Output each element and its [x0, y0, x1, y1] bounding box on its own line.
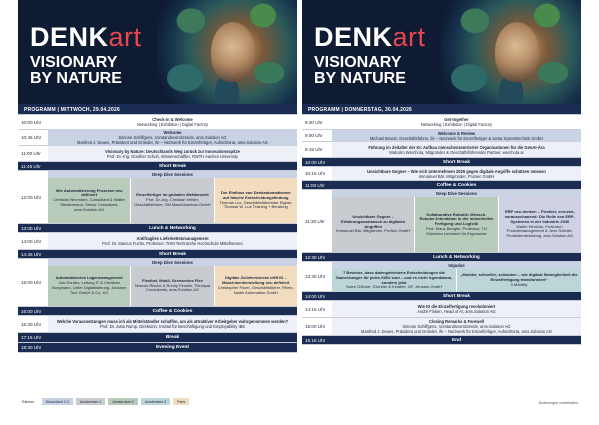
- break-label: Coffee & Cookies: [152, 308, 193, 314]
- agenda-speaker: Simone Schiffgens, Vorstandsvorsitzende, ams.Solution AG: [118, 135, 227, 140]
- row-body: [48, 250, 297, 258]
- hero-banner: [18, 0, 297, 104]
- session-speaker: Marcus Rische & Ronny Finnein, Principal Consultants, ams.Solution AG: [135, 282, 210, 293]
- session-title: ERP neu denken – Flexibel, vernetzt, vorausschauend: Die Rolle von ERP-Systemen in der Industrie 2030: [504, 209, 575, 224]
- time-slot: 12:30 Uhr: [302, 253, 332, 261]
- row-body: [332, 301, 581, 317]
- schedule-row: [18, 146, 297, 162]
- session-speaker: Christopher Pavel, Geschäftsführer, Rhein-Nadel Automation GmbH: [217, 285, 294, 295]
- schedule-table: [18, 114, 297, 353]
- program-page-day2: [302, 0, 581, 425]
- session-speaker: Christian Neumann, Consultant & Walter Steidermann, Senior Consultant, ams.Solution AG: [53, 197, 126, 212]
- time-slot: 11:30 Uhr: [305, 218, 325, 224]
- legend-item: Amsterdam 2: [108, 398, 137, 405]
- agenda-item: [48, 115, 297, 129]
- agenda-title: Welcome & Review: [437, 130, 476, 136]
- session-cell: [130, 178, 213, 223]
- session-speaker: Thomas Lux, Geschäftsführender Eigner, Thomas W. Lux Training + Beratung: [219, 199, 293, 210]
- agenda-title: Closing Remarks & Farewell: [428, 319, 485, 324]
- legend: [18, 398, 189, 405]
- time-slot: 14:00 Uhr: [302, 292, 332, 300]
- schedule-row: [302, 167, 581, 181]
- row-body: [48, 171, 297, 223]
- row-body: [332, 115, 581, 129]
- schedule-row: [18, 307, 297, 316]
- time-slot: 15:15 Uhr: [302, 336, 332, 344]
- schedule-row: [302, 190, 581, 253]
- schedule-row: [302, 253, 581, 262]
- row-body: [332, 158, 581, 166]
- row-body: [48, 333, 297, 342]
- agenda-item: [332, 318, 581, 335]
- agenda-item: [48, 129, 297, 146]
- sessions-header: Impulse: [332, 262, 581, 269]
- row-body: [332, 181, 581, 189]
- sessions-header: Deep Dive Sessions: [48, 259, 297, 266]
- agenda-item: [332, 301, 581, 317]
- sessions-header: Deep Dive Sessions: [48, 171, 297, 178]
- time-slot: 8:30 Uhr: [305, 119, 323, 125]
- schedule-row: [302, 181, 581, 190]
- schedule-row: [18, 171, 297, 224]
- time-slot: 10:00 Uhr: [21, 119, 42, 125]
- session-cell: [48, 266, 130, 306]
- schedule-row: [18, 259, 297, 307]
- session-cell: [414, 197, 497, 252]
- disclaimer: Änderungen vorbehalten.: [538, 401, 579, 405]
- session-cell: [214, 266, 297, 306]
- session-title: Einzelfertiger im globalen Wettbewerb: [136, 192, 209, 198]
- agenda-title: Führung im Zeitalter der KI: Aufbau menschenzentrierter Organisationen für die GenAI-Ära: [368, 144, 545, 150]
- schedule-row: [302, 142, 581, 158]
- logo: DENKart: [30, 22, 142, 52]
- legend-item: Räume:: [18, 398, 39, 405]
- session-cell: [456, 269, 581, 292]
- agenda-title: Wie KI die Einzelfertigung revolutioniert: [417, 304, 496, 309]
- time-slot: 15:00 Uhr: [21, 280, 42, 285]
- row-body: [332, 318, 581, 335]
- row-body: [332, 142, 581, 157]
- row-body: [48, 259, 297, 306]
- time-slot: 9:00 Uhr: [305, 133, 323, 138]
- row-body: [48, 146, 297, 161]
- session-title: Flexibel, Mobil, Grenzenlos Flex: [142, 277, 203, 283]
- schedule-row: [18, 250, 297, 259]
- agenda-title: Welcome: [163, 130, 182, 135]
- session-cell: [498, 197, 581, 252]
- tagline: VISIONARY BY NATURE: [314, 54, 406, 87]
- agenda-title: Antifragiles Lieferkettenmanagement: [136, 236, 209, 241]
- time-slot: 16:30 Uhr: [21, 321, 42, 327]
- time-slot: 14:45 Uhr: [18, 250, 48, 258]
- session-speaker: Swen Gößner, Gründer & Inhaber, GF, Jensaru GmbH: [345, 284, 443, 290]
- row-body: [48, 130, 297, 145]
- break-label: Evening Event: [155, 345, 190, 350]
- schedule-row: [18, 162, 297, 171]
- row-body: [332, 190, 581, 252]
- schedule-row: [18, 333, 297, 343]
- agenda-speaker: Immanuel Bär, Mitgründer, ProSec GmbH: [418, 173, 495, 179]
- agenda-speaker: Michael Broetz, Geschäftsführer, ife – Netzwerk für Einzelfertiger & sema Systemtechnik GmbH: [369, 135, 544, 141]
- session-cell: [332, 269, 456, 292]
- time-slot: 9:15 Uhr: [305, 147, 323, 152]
- schedule-row: [18, 130, 297, 146]
- session-title: „Mobiler, schneller, schlanker – wie digitale Beweglichkeit die Einzelfertigung transformiert“: [460, 272, 578, 283]
- session-cell: [48, 178, 130, 223]
- break-label: Short Break: [442, 159, 471, 165]
- sessions-header: Deep Dive Sessions: [332, 190, 581, 197]
- agenda-title: Get-together: [444, 117, 469, 122]
- hero-face: [495, 22, 539, 82]
- row-body: [332, 336, 581, 344]
- row-body: [332, 292, 581, 300]
- program-title: PROGRAMM | MITTWOCH, 29.04.2026: [18, 104, 297, 114]
- session-title: Der Einfluss von Denkautomatismen auf falsche Entscheidungsfindung: [221, 189, 291, 200]
- time-slot: 11:00 Uhr: [21, 151, 41, 156]
- session-speaker: Immanuel Bär, Mitgründer, ProSec GmbH: [336, 228, 411, 234]
- agenda-speaker: Prof. Dr.-Ing. Günther Schuh, Wissenschaftler, RWTH Aachen University: [106, 153, 239, 159]
- session-title: Automatisiertes Lagermanagement: [55, 275, 123, 281]
- time-slot: 12:00 Uhr: [21, 194, 42, 200]
- row-body: [48, 162, 297, 170]
- session-speaker: Martin Hinrichs, Prokurist / Produktmanagement & Jens Schulte, Produktentwicklung, ams.Solution AG: [506, 223, 574, 239]
- schedule-row: [302, 301, 581, 318]
- session-columns: [48, 266, 297, 306]
- schedule-row: [302, 292, 581, 301]
- schedule-row: [302, 262, 581, 292]
- time-slot: 13:00 Uhr: [18, 224, 48, 232]
- agenda-item: [48, 146, 297, 161]
- time-slot: 15:00 Uhr: [305, 324, 326, 329]
- schedule-row: [302, 130, 581, 142]
- session-columns: [332, 269, 581, 292]
- legend-item: Amsterdam 1: [76, 398, 105, 405]
- row-body: [48, 233, 297, 249]
- legend-item: Düsseldorf 2-3: [42, 398, 73, 405]
- schedule-row: [302, 158, 581, 167]
- agenda-title: Unsichtbare Gegner – Wie sich Unternehmen 2026 gegen digitale Angriffe schützen müssen: [367, 168, 546, 174]
- time-slot: 10:15 Uhr: [305, 171, 326, 176]
- hero-face: [211, 22, 255, 82]
- break-label: End: [451, 337, 462, 343]
- agenda-speaker: Prof. Dr. Jutta Rump, Direktorin, Institut für Beschäftigung und Employability IBE: [99, 324, 246, 329]
- schedule-row: [302, 336, 581, 345]
- session-speaker: Prof. Klaus Bengler, Professor, TU München Lehrstuhl für Ergonomie: [426, 225, 487, 236]
- time-slot: 14:15 Uhr: [305, 306, 326, 312]
- row-body: [332, 167, 581, 180]
- agenda-speaker: Prof. Dr. Marcus Fuchs, Professor, THM Technische Hochschule Mittelhessen: [102, 241, 243, 246]
- schedule-row: [18, 224, 297, 233]
- program-page-day1: [18, 0, 297, 425]
- row-body: [48, 316, 297, 332]
- agenda-title: Visionary by Nature: Deutschlands Weg zurück zur Innovationsspitze: [105, 148, 240, 154]
- session-columns: [332, 197, 581, 252]
- session-title: 7 Beweise, dass datengetriebene Entscheidungen die Gamechanger für jedes KMU sind – und es nicht irgendwann, sondern jetzt: [335, 270, 453, 285]
- agenda-speaker: Networking | Exhibition | Digital Factory: [136, 122, 209, 127]
- break-label: Break: [165, 335, 180, 340]
- program-title: PROGRAMM | DONNERSTAG, 30.04.2026: [302, 104, 581, 114]
- time-slot: 16:00 Uhr: [18, 307, 48, 315]
- session-title: Wie Automatisierung Prozesse neu definiert: [55, 187, 123, 198]
- session-cell: [130, 266, 213, 306]
- time-slot: 10:00 Uhr: [302, 158, 332, 166]
- session-speaker: 3 Mobility: [510, 281, 528, 287]
- time-slot: 14:00 Uhr: [21, 238, 42, 244]
- break-label: Short Break: [158, 251, 187, 257]
- schedule-row: [302, 115, 581, 130]
- session-title: Digitale Zulieferstrecke trifft KI – Maschinenherstellung neu definiert: [222, 275, 290, 286]
- schedule-row: [18, 343, 297, 353]
- agenda-title: Welche Voraussetzungen muss ich als Mittelständler schaffen, um als attraktiver Arbeitgeber wahrgenommen werden?: [56, 319, 289, 324]
- session-columns: [48, 178, 297, 223]
- agenda-speaker: Manfred J. Deues, Präsident und Gründer, ife – Netzwerk für Einzelfertiger, Aufsichtsrat, ams.Solution AG: [361, 329, 552, 334]
- break-label: Lunch & Networking: [433, 254, 480, 260]
- legend-item: Amsterdam 3: [141, 398, 170, 405]
- break-label: Lunch & Networking: [149, 225, 196, 231]
- session-speaker: Prof. Dr.-Ing. Christian Vettler, Geschäftsführer, SM Maschinenbau GmbH: [134, 197, 211, 207]
- session-cell: [332, 197, 414, 252]
- session-title: Kollaborative Robotik: Mensch-Roboter-Interaktion in der industriellen Fertigung und Logistik: [419, 211, 494, 227]
- schedule-row: [18, 115, 297, 130]
- agenda-title: Check-in & Welcome: [152, 117, 193, 122]
- agenda-speaker: Simone Schiffgens, Vorstandsvorsitzende, ams.Solution AG: [402, 324, 511, 329]
- agenda-item: [48, 316, 297, 332]
- row-body: [48, 115, 297, 129]
- time-slot: 13:30 Uhr: [305, 274, 326, 279]
- row-body: [48, 224, 297, 232]
- schedule-row: [18, 316, 297, 333]
- agenda-item: [332, 167, 581, 180]
- agenda-item: [332, 130, 581, 142]
- legend-item: Paris: [173, 398, 189, 405]
- break-label: Short Break: [158, 163, 187, 169]
- row-body: [332, 130, 581, 141]
- tagline: VISIONARY BY NATURE: [30, 54, 122, 87]
- time-slot: 18:30 Uhr: [18, 343, 48, 352]
- hero-banner: [302, 0, 581, 104]
- row-body: [48, 307, 297, 315]
- time-slot: 11:45 Uhr: [18, 162, 48, 170]
- schedule-table: [302, 114, 581, 345]
- logo: DENKart: [314, 22, 426, 52]
- time-slot: 17:15 Uhr: [18, 333, 48, 342]
- break-label: Coffee & Cookies: [436, 182, 477, 188]
- row-body: [332, 253, 581, 261]
- session-cell: [214, 178, 297, 223]
- agenda-item: [48, 233, 297, 249]
- agenda-speaker: Malcolm Werchota, Mitgründer & Geschäftsführender Partner, werchota.ai: [389, 149, 524, 155]
- time-slot: 10:45 Uhr: [21, 135, 42, 140]
- schedule-row: [302, 318, 581, 336]
- row-body: [332, 262, 581, 291]
- agenda-speaker: André Finken, Head of AI, ams.Solution AG: [417, 309, 496, 314]
- session-speaker: Jan Gordes, Leitung IT & Christian Borgmann, Leiter Digitalisierung, Janssen Tore GmbH & Co. KG: [52, 280, 127, 295]
- agenda-speaker: Networking | Exhibition | Digital Factory: [420, 122, 493, 127]
- agenda-item: [332, 142, 581, 157]
- schedule-row: [18, 233, 297, 250]
- row-body: [48, 343, 297, 352]
- time-slot: 11:00 Uhr: [302, 181, 332, 189]
- session-title: Unsichtbare Gegner – Erfahrungsaustausch zu digitalen Angriffen: [341, 213, 406, 229]
- agenda-item: [332, 115, 581, 129]
- break-label: Short Break: [442, 293, 471, 299]
- agenda-speaker: Manfred J. Deues, Präsident und Gründer, ife – Netzwerk für Einzelfertiger, Aufsichtsrat, ams.Solution AG: [77, 140, 268, 145]
